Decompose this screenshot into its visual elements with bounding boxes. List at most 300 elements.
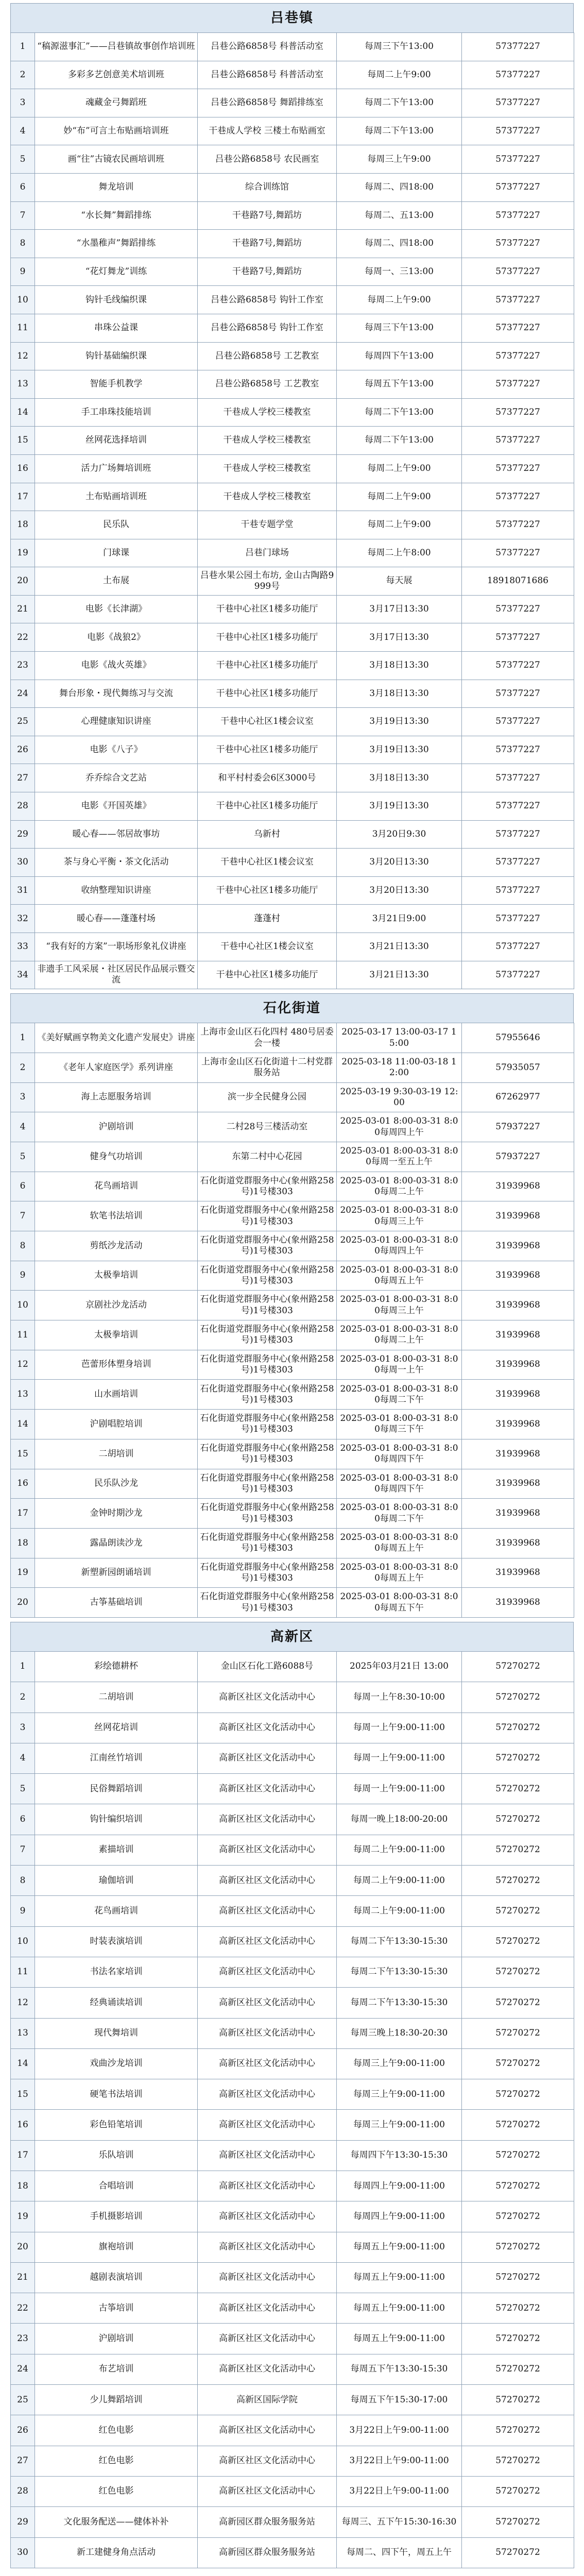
row-number-cell: 7: [11, 1201, 35, 1231]
venue-cell: 高新区社区文化活动中心: [198, 2354, 337, 2384]
activity-name-cell: 钩针编织培训: [35, 1804, 198, 1835]
activity-name-cell: 彩色铅笔培训: [35, 2110, 198, 2140]
activity-name-cell: 健身气功培训: [35, 1142, 198, 1172]
contact-phone-cell: 57377227: [462, 792, 574, 821]
contact-phone-cell: 57270272: [462, 1804, 574, 1835]
activity-name-cell: “花灯舞龙”训练: [35, 258, 198, 286]
venue-cell: 东第二村中心花园: [198, 1142, 337, 1172]
venue-cell: 高新区社区文化活动中心: [198, 1866, 337, 1896]
row-number-cell: 8: [11, 230, 35, 258]
contact-phone-cell: 57270272: [462, 1988, 574, 2018]
row-number-cell: 21: [11, 595, 35, 623]
schedule-time-cell: 每周四下午13:00: [337, 342, 462, 370]
venue-cell: 吕巷公路6858号 科普活动室: [198, 33, 337, 61]
contact-phone-cell: 57270272: [462, 1651, 574, 1682]
row-number-cell: 18: [11, 511, 35, 539]
row-number-cell: 5: [11, 145, 35, 174]
contact-phone-cell: 31939968: [462, 1588, 574, 1618]
row-number-cell: 15: [11, 427, 35, 455]
table-row: [11, 33, 574, 61]
schedule-time-cell: 每周三下午13:00: [337, 314, 462, 342]
table-row: [11, 2171, 574, 2201]
venue-cell: 高新区社区文化活动中心: [198, 2018, 337, 2048]
activity-name-cell: 素描培训: [35, 1835, 198, 1865]
schedule-table: [10, 1023, 574, 1618]
venue-cell: 上海市金山区石化街道十二村党群服务站: [198, 1053, 337, 1082]
activity-name-cell: 合唱培训: [35, 2171, 198, 2201]
row-number-cell: 12: [11, 1350, 35, 1380]
row-number-cell: 27: [11, 2446, 35, 2476]
schedule-time-cell: 3月22日上午9:00-11:00: [337, 2446, 462, 2476]
activity-name-cell: 舞龙培训: [35, 173, 198, 201]
activity-name-cell: 土布展: [35, 567, 198, 596]
activity-name-cell: 电影《开国英雄》: [35, 792, 198, 821]
venue-cell: 干巷中心社区1楼多功能厅: [198, 792, 337, 821]
contact-phone-cell: 57270272: [462, 1743, 574, 1773]
venue-cell: 干巷中心社区1楼多功能厅: [198, 595, 337, 623]
activity-name-cell: 魂藏金弓舞蹈班: [35, 89, 198, 117]
activity-name-cell: 门球课: [35, 539, 198, 567]
schedule-time-cell: 每周三上午9:00-11:00: [337, 2110, 462, 2140]
contact-phone-cell: 57270272: [462, 2171, 574, 2201]
table-row: [11, 1528, 574, 1558]
schedule-time-cell: 3月18日13:30: [337, 764, 462, 792]
row-number-cell: 13: [11, 1380, 35, 1410]
row-number-cell: 14: [11, 2048, 35, 2079]
activity-name-cell: 舞台形象・现代舞练习与交流: [35, 680, 198, 708]
schedule-time-cell: 2025-03-01 8:00-03-31 8:00每周五上午: [337, 1261, 462, 1291]
contact-phone-cell: 57377227: [462, 33, 574, 61]
activity-name-cell: 花鸟画培训: [35, 1172, 198, 1201]
contact-phone-cell: 57270272: [462, 2354, 574, 2384]
row-number-cell: 6: [11, 1804, 35, 1835]
schedule-time-cell: 3月22日上午9:00-11:00: [337, 2476, 462, 2506]
contact-phone-cell: 57270272: [462, 1926, 574, 1957]
venue-cell: 石化街道党群服务中心(象州路258号)1号楼303: [198, 1528, 337, 1558]
contact-phone-cell: 57377227: [462, 89, 574, 117]
schedule-time-cell: 3月20日13:30: [337, 876, 462, 905]
activity-name-cell: 电影《八子》: [35, 736, 198, 764]
contact-phone-cell: 57377227: [462, 370, 574, 399]
schedule-time-cell: 每周一上午9:00-11:00: [337, 1774, 462, 1804]
activity-name-cell: 二胡培训: [35, 1439, 198, 1469]
activity-name-cell: 丝网花培训: [35, 1713, 198, 1743]
contact-phone-cell: 57270272: [462, 1682, 574, 1713]
contact-phone-cell: 31939968: [462, 1499, 574, 1529]
schedule-time-cell: 2025-03-01 8:00-03-31 8:00每周四上午: [337, 1231, 462, 1261]
venue-cell: 高新园区群众服务服务站: [198, 2507, 337, 2537]
activity-name-cell: 文化服务配送——健体补补: [35, 2507, 198, 2537]
schedule-time-cell: 每周二上午9:00: [337, 286, 462, 314]
row-number-cell: 2: [11, 1682, 35, 1713]
table-row: [11, 680, 574, 708]
venue-cell: 吕巷公路6858号 钩针工作室: [198, 286, 337, 314]
contact-phone-cell: 57377227: [462, 286, 574, 314]
contact-phone-cell: 31939968: [462, 1201, 574, 1231]
activity-name-cell: 现代舞培训: [35, 2018, 198, 2048]
table-row: [11, 61, 574, 89]
contact-phone-cell: 31939968: [462, 1558, 574, 1588]
contact-phone-cell: 31939968: [462, 1291, 574, 1320]
contact-phone-cell: 57377227: [462, 230, 574, 258]
activity-name-cell: 画“往”古镜农民画培训班: [35, 145, 198, 174]
table-row: [11, 1261, 574, 1291]
contact-phone-cell: 57377227: [462, 454, 574, 483]
activity-name-cell: 古筝基础培训: [35, 1588, 198, 1618]
activity-name-cell: 红色电影: [35, 2415, 198, 2446]
table-row: [11, 1172, 574, 1201]
venue-cell: 干巷成人学校三楼教室: [198, 454, 337, 483]
activity-name-cell: 硬笔书法培训: [35, 2079, 198, 2110]
table-row: [11, 933, 574, 961]
table-row: [11, 2079, 574, 2110]
contact-phone-cell: 57377227: [462, 61, 574, 89]
table-row: [11, 454, 574, 483]
schedule-time-cell: 2025-03-01 8:00-03-31 8:00每周二上午: [337, 1172, 462, 1201]
contact-phone-cell: 57377227: [462, 876, 574, 905]
row-number-cell: 7: [11, 201, 35, 230]
row-number-cell: 3: [11, 1082, 35, 1112]
venue-cell: 高新区社区文化活动中心: [198, 2293, 337, 2324]
activity-name-cell: 《老年人家庭医学》系列讲座: [35, 1053, 198, 1082]
schedule-time-cell: 每周三、五下午15:30-16:30: [337, 2507, 462, 2537]
contact-phone-cell: 57377227: [462, 905, 574, 933]
table-row: [11, 1896, 574, 1926]
activity-name-cell: 土布贴画培训班: [35, 483, 198, 511]
row-number-cell: 5: [11, 1142, 35, 1172]
row-number-cell: 32: [11, 905, 35, 933]
venue-cell: 干巷中心社区1楼多功能厅: [198, 680, 337, 708]
table-row: [11, 427, 574, 455]
row-number-cell: 19: [11, 2201, 35, 2232]
row-number-cell: 15: [11, 1439, 35, 1469]
row-number-cell: 25: [11, 708, 35, 736]
contact-phone-cell: 57270272: [462, 2537, 574, 2568]
contact-phone-cell: 57377227: [462, 173, 574, 201]
activity-name-cell: “水墨稚声”舞蹈排练: [35, 230, 198, 258]
row-number-cell: 17: [11, 2140, 35, 2171]
row-number-cell: 20: [11, 567, 35, 596]
venue-cell: 金山区石化工路6088号: [198, 1651, 337, 1682]
venue-cell: 石化街道党群服务中心(象州路258号)1号楼303: [198, 1231, 337, 1261]
table-row: [11, 2201, 574, 2232]
table-row: [11, 370, 574, 399]
venue-cell: 高新区社区文化活动中心: [198, 2262, 337, 2293]
row-number-cell: 24: [11, 2354, 35, 2384]
section-lvxiang: [10, 3, 574, 989]
schedule-time-cell: 2025-03-01 8:00-03-31 8:00每周一至五上午: [337, 1142, 462, 1172]
row-number-cell: 22: [11, 2293, 35, 2324]
activity-name-cell: 京剧社沙龙活动: [35, 1291, 198, 1320]
venue-cell: 干巷成人学校 三楼土布贴画室: [198, 117, 337, 145]
venue-cell: 干巷成人学校三楼教室: [198, 398, 337, 427]
schedule-time-cell: 每周二、五13:00: [337, 201, 462, 230]
venue-cell: 干巷中心社区1楼多功能厅: [198, 652, 337, 680]
venue-cell: 蓬蓬村: [198, 905, 337, 933]
contact-phone-cell: 57377227: [462, 764, 574, 792]
row-number-cell: 6: [11, 173, 35, 201]
schedule-time-cell: 每周二下午13:30-15:30: [337, 1926, 462, 1957]
table-row: [11, 398, 574, 427]
schedule-time-cell: 2025-03-01 8:00-03-31 8:00每周五上午: [337, 1528, 462, 1558]
venue-cell: 高新园区群众服务服务站: [198, 2537, 337, 2568]
row-number-cell: 18: [11, 2171, 35, 2201]
table-row: [11, 595, 574, 623]
row-number-cell: 9: [11, 258, 35, 286]
venue-cell: 高新区社区文化活动中心: [198, 1835, 337, 1865]
table-row: [11, 1350, 574, 1380]
schedule-time-cell: 2025-03-01 8:00-03-31 8:00每周四下午: [337, 1439, 462, 1469]
venue-cell: 高新区社区文化活动中心: [198, 1804, 337, 1835]
activity-name-cell: 红色电影: [35, 2446, 198, 2476]
venue-cell: 干巷专题学堂: [198, 511, 337, 539]
venue-cell: 高新区社区文化活动中心: [198, 2446, 337, 2476]
contact-phone-cell: 57377227: [462, 595, 574, 623]
row-number-cell: 29: [11, 820, 35, 849]
venue-cell: 石化街道党群服务中心(象州路258号)1号楼303: [198, 1261, 337, 1291]
schedule-time-cell: 3月19日13:30: [337, 736, 462, 764]
table-row: [11, 1988, 574, 2018]
contact-phone-cell: 57377227: [462, 652, 574, 680]
table-row: [11, 1682, 574, 1713]
venue-cell: 高新区社区文化活动中心: [198, 2140, 337, 2171]
contact-phone-cell: 57270272: [462, 1957, 574, 1987]
contact-phone-cell: 31939968: [462, 1261, 574, 1291]
venue-cell: 高新区社区文化活动中心: [198, 1774, 337, 1804]
table-row: [11, 2110, 574, 2140]
venue-cell: 高新区社区文化活动中心: [198, 2048, 337, 2079]
schedule-time-cell: 2025年03月21日 13:00: [337, 1651, 462, 1682]
schedule-time-cell: 每周五下午13:30-15:30: [337, 2354, 462, 2384]
activity-name-cell: 电影《战火英雄》: [35, 652, 198, 680]
venue-cell: 高新区社区文化活动中心: [198, 2476, 337, 2506]
table-row: [11, 1588, 574, 1618]
schedule-time-cell: 每周一晚上18:00-20:00: [337, 1804, 462, 1835]
activity-name-cell: 手工串珠技能培训: [35, 398, 198, 427]
venue-cell: 吕巷水果公园土布坊, 金山古陶路9999号: [198, 567, 337, 596]
activity-name-cell: 乔乔综合文艺站: [35, 764, 198, 792]
row-number-cell: 11: [11, 1957, 35, 1987]
table-row: [11, 708, 574, 736]
table-row: [11, 342, 574, 370]
table-row: [11, 736, 574, 764]
table-row: [11, 1804, 574, 1835]
activity-name-cell: 串珠公益课: [35, 314, 198, 342]
venue-cell: 吕巷公路6858号 科普活动室: [198, 61, 337, 89]
contact-phone-cell: 57377227: [462, 933, 574, 961]
table-row: [11, 1743, 574, 1773]
activity-name-cell: 越剧表演培训: [35, 2262, 198, 2293]
contact-phone-cell: 67262977: [462, 1082, 574, 1112]
table-row: [11, 1201, 574, 1231]
row-number-cell: 22: [11, 623, 35, 652]
row-number-cell: 8: [11, 1231, 35, 1261]
contact-phone-cell: 31939968: [462, 1439, 574, 1469]
schedule-time-cell: 每周四上午9:00-11:00: [337, 2171, 462, 2201]
schedule-time-cell: 2025-03-18 11:00-03-18 12:00: [337, 1053, 462, 1082]
contact-phone-cell: 57270272: [462, 2293, 574, 2324]
venue-cell: 石化街道党群服务中心(象州路258号)1号楼303: [198, 1469, 337, 1499]
table-row: [11, 89, 574, 117]
row-number-cell: 24: [11, 680, 35, 708]
venue-cell: 二村28号三楼活动室: [198, 1112, 337, 1142]
contact-phone-cell: 57270272: [462, 1774, 574, 1804]
schedule-time-cell: 2025-03-01 8:00-03-31 8:00每周三上午: [337, 1291, 462, 1320]
row-number-cell: 7: [11, 1835, 35, 1865]
row-number-cell: 27: [11, 764, 35, 792]
contact-phone-cell: 57270272: [462, 2324, 574, 2354]
schedule-time-cell: 每周二、四18:00: [337, 173, 462, 201]
venue-cell: 综合训练馆: [198, 173, 337, 201]
row-number-cell: 12: [11, 1988, 35, 2018]
activity-name-cell: 民乐队: [35, 511, 198, 539]
schedule-time-cell: 3月22日上午9:00-11:00: [337, 2415, 462, 2446]
table-row: [11, 961, 574, 989]
schedule-time-cell: 3月21日9:00: [337, 905, 462, 933]
contact-phone-cell: 18918071686: [462, 567, 574, 596]
activity-name-cell: 剪纸沙龙活动: [35, 1231, 198, 1261]
schedule-time-cell: 2025-03-01 8:00-03-31 8:00每周五下午: [337, 1588, 462, 1618]
activity-name-cell: 新塑新园朗诵培训: [35, 1558, 198, 1588]
table-row: [11, 1410, 574, 1439]
row-number-cell: 9: [11, 1896, 35, 1926]
venue-cell: 石化街道党群服务中心(象州路258号)1号楼303: [198, 1588, 337, 1618]
row-number-cell: 4: [11, 1743, 35, 1773]
table-row: [11, 1291, 574, 1320]
contact-phone-cell: 57270272: [462, 2232, 574, 2262]
venue-cell: 高新区社区文化活动中心: [198, 2232, 337, 2262]
activity-name-cell: 布艺培训: [35, 2354, 198, 2384]
schedule-time-cell: 每周二下午13:00: [337, 427, 462, 455]
venue-cell: 干巷成人学校三楼教室: [198, 483, 337, 511]
activity-name-cell: 太极拳培训: [35, 1320, 198, 1350]
venue-cell: 高新区社区文化活动中心: [198, 1988, 337, 2018]
schedule-time-cell: 2025-03-01 8:00-03-31 8:00每周一上午: [337, 1350, 462, 1380]
schedule-table: [10, 32, 574, 989]
schedule-time-cell: 每周五上午9:00-11:00: [337, 2324, 462, 2354]
table-row: [11, 145, 574, 174]
venue-cell: 高新区社区文化活动中心: [198, 2324, 337, 2354]
venue-cell: 石化街道党群服务中心(象州路258号)1号楼303: [198, 1410, 337, 1439]
contact-phone-cell: 57377227: [462, 258, 574, 286]
schedule-time-cell: 3月20日13:30: [337, 849, 462, 877]
activity-name-cell: 丝网花选择培训: [35, 427, 198, 455]
contact-phone-cell: 31939968: [462, 1350, 574, 1380]
row-number-cell: 11: [11, 314, 35, 342]
schedule-time-cell: 每天展: [337, 567, 462, 596]
schedule-time-cell: 每周二上午9:00: [337, 454, 462, 483]
section-shihua: [10, 993, 574, 1618]
row-number-cell: 10: [11, 286, 35, 314]
schedule-time-cell: 每周二下午13:00: [337, 89, 462, 117]
row-number-cell: 6: [11, 1172, 35, 1201]
table-row: [11, 1053, 574, 1082]
schedule-time-cell: 2025-03-01 8:00-03-31 8:00每周三下午: [337, 1410, 462, 1439]
activity-name-cell: 沪剧培训: [35, 2324, 198, 2354]
row-number-cell: 4: [11, 1112, 35, 1142]
contact-phone-cell: 57377227: [462, 849, 574, 877]
contact-phone-cell: 57270272: [462, 1835, 574, 1865]
activity-name-cell: 经典诵读培训: [35, 1988, 198, 2018]
row-number-cell: 16: [11, 454, 35, 483]
table-row: [11, 1499, 574, 1529]
activity-name-cell: 红色电影: [35, 2476, 198, 2506]
table-row: [11, 876, 574, 905]
table-row: [11, 2324, 574, 2354]
venue-cell: 石化街道党群服务中心(象州路258号)1号楼303: [198, 1201, 337, 1231]
schedule-time-cell: 每周三晚上18:30-20:30: [337, 2018, 462, 2048]
venue-cell: 干巷中心社区1楼会议室: [198, 708, 337, 736]
venue-cell: 高新区社区文化活动中心: [198, 2171, 337, 2201]
schedule-time-cell: 2025-03-01 8:00-03-31 8:00每周二上午: [337, 1320, 462, 1350]
schedule-time-cell: 2025-03-01 8:00-03-31 8:00每周二下午: [337, 1380, 462, 1410]
activity-name-cell: 彩绘德耕杯: [35, 1651, 198, 1682]
activity-name-cell: 戏曲沙龙培训: [35, 2048, 198, 2079]
schedule-time-cell: 2025-03-01 8:00-03-31 8:00每周四上午: [337, 1112, 462, 1142]
venue-cell: 石化街道党群服务中心(象州路258号)1号楼303: [198, 1172, 337, 1201]
schedule-time-cell: 每周五上午9:00-11:00: [337, 2262, 462, 2293]
contact-phone-cell: 57377227: [462, 117, 574, 145]
venue-cell: 高新区社区文化活动中心: [198, 1743, 337, 1773]
row-number-cell: 26: [11, 2415, 35, 2446]
schedule-time-cell: 每周三上午9:00: [337, 145, 462, 174]
venue-cell: 石化街道党群服务中心(象州路258号)1号楼303: [198, 1320, 337, 1350]
venue-cell: 吕巷公路6858号 舞蹈排练室: [198, 89, 337, 117]
row-number-cell: 33: [11, 933, 35, 961]
schedule-time-cell: 每周四上午9:00-11:00: [337, 2201, 462, 2232]
contact-phone-cell: 57955646: [462, 1023, 574, 1053]
activity-name-cell: 瑜伽培训: [35, 1866, 198, 1896]
contact-phone-cell: 31939968: [462, 1231, 574, 1261]
venue-cell: 上海市金山区石化四村 480号居委会一楼: [198, 1023, 337, 1053]
contact-phone-cell: 57270272: [462, 2140, 574, 2171]
table-row: [11, 2232, 574, 2262]
venue-cell: 干巷中心社区1楼多功能厅: [198, 736, 337, 764]
contact-phone-cell: 31939968: [462, 1320, 574, 1350]
table-row: [11, 1926, 574, 1957]
venue-cell: 高新区社区文化活动中心: [198, 1682, 337, 1713]
table-row: [11, 2385, 574, 2415]
table-row: [11, 173, 574, 201]
venue-cell: 干巷中心社区1楼会议室: [198, 933, 337, 961]
page: [0, 3, 584, 2568]
table-row: [11, 820, 574, 849]
contact-phone-cell: 57377227: [462, 398, 574, 427]
activity-name-cell: 少儿舞蹈培训: [35, 2385, 198, 2415]
contact-phone-cell: 31939968: [462, 1380, 574, 1410]
contact-phone-cell: 57935057: [462, 1053, 574, 1082]
venue-cell: 高新区社区文化活动中心: [198, 1896, 337, 1926]
table-row: [11, 792, 574, 821]
row-number-cell: 16: [11, 2110, 35, 2140]
row-number-cell: 31: [11, 876, 35, 905]
activity-name-cell: 沪剧培训: [35, 1112, 198, 1142]
row-number-cell: 8: [11, 1866, 35, 1896]
contact-phone-cell: 57270272: [462, 2415, 574, 2446]
contact-phone-cell: 57270272: [462, 2507, 574, 2537]
schedule-time-cell: 3月18日13:30: [337, 652, 462, 680]
venue-cell: 石化街道党群服务中心(象州路258号)1号楼303: [198, 1439, 337, 1469]
row-number-cell: 9: [11, 1261, 35, 1291]
venue-cell: 乌新村: [198, 820, 337, 849]
row-number-cell: 34: [11, 961, 35, 989]
table-row: [11, 1142, 574, 1172]
activity-name-cell: 钩针基础编织课: [35, 342, 198, 370]
contact-phone-cell: 57937227: [462, 1142, 574, 1172]
table-row: [11, 905, 574, 933]
row-number-cell: 5: [11, 1774, 35, 1804]
table-row: [11, 483, 574, 511]
